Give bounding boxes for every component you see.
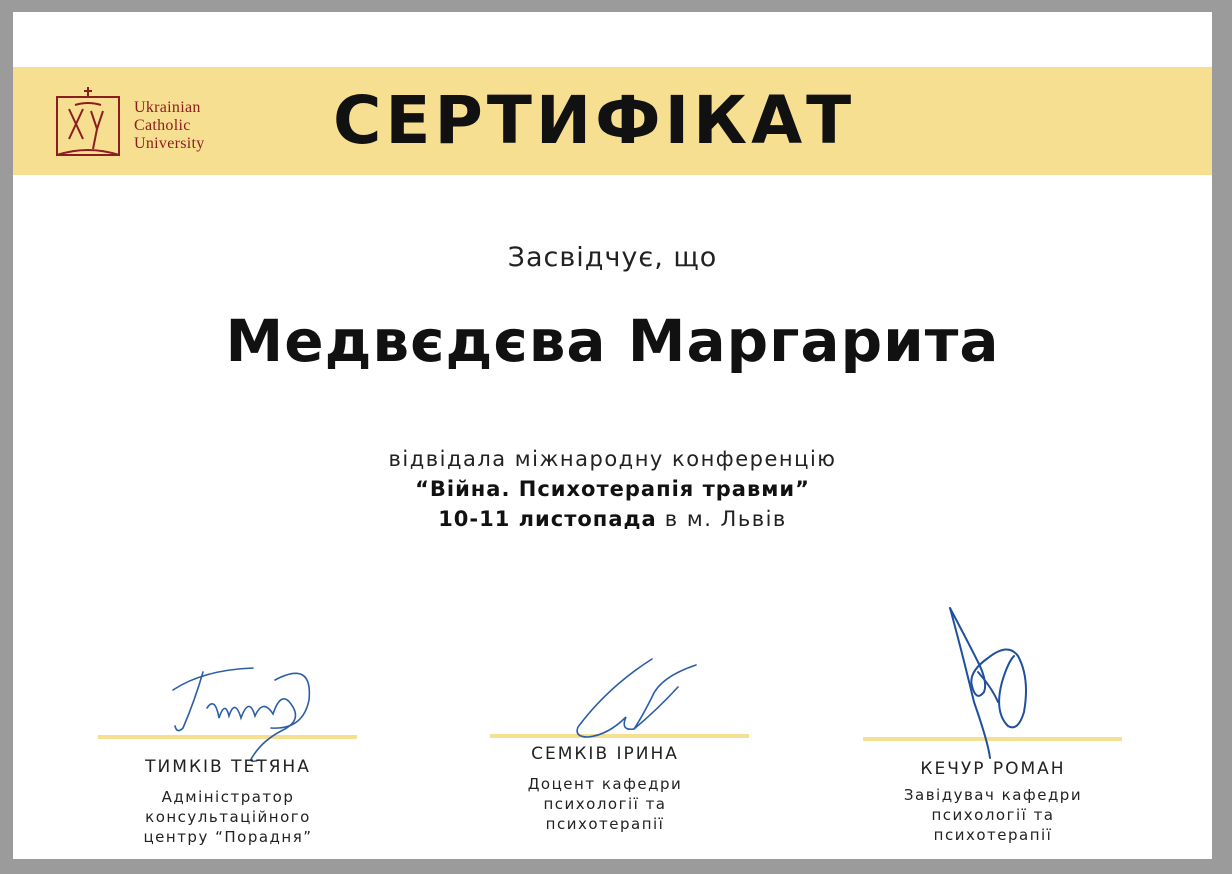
details-line-3	[13, 504, 1212, 534]
event-location: в м. Львів	[656, 507, 787, 531]
signatory-role	[475, 774, 735, 834]
header-band	[13, 67, 1212, 175]
logo-text	[134, 99, 205, 153]
logo-line: Catholic	[134, 117, 191, 134]
conference-title: “Війна. Психотерапія травми”	[415, 477, 810, 501]
recipient-name: Медвєдєва Маргарита	[225, 307, 1000, 375]
event-details	[13, 444, 1212, 534]
ucu-logo	[53, 83, 233, 163]
certificate-title: СЕРТИФІКАТ	[333, 82, 856, 159]
role-line: психотерапії	[545, 815, 665, 833]
signatory-1	[98, 757, 358, 847]
role-line: Завідувач кафедри	[903, 786, 1083, 804]
event-dates: 10-11 листопада	[438, 507, 657, 531]
role-line: психології та	[543, 795, 667, 813]
certificate-page	[13, 12, 1212, 859]
role-line: психотерапії	[933, 826, 1053, 844]
signatory-name: СЕМКІВ ІРИНА	[531, 744, 679, 764]
certifies-text: Засвідчує, що	[507, 242, 718, 273]
signatory-name: ТИМКІВ ТЕТЯНА	[145, 757, 311, 777]
ucu-emblem-icon	[53, 83, 129, 163]
signatory-2	[475, 744, 735, 834]
signatory-name: КЕЧУР РОМАН	[920, 759, 1066, 779]
logo-line: Ukrainian	[134, 99, 201, 116]
role-line: Адміністратор	[161, 788, 295, 806]
role-line: центру “Порадня”	[143, 828, 313, 846]
handwritten-signature-2	[568, 657, 708, 747]
handwritten-signature-3	[938, 602, 1048, 762]
details-line-1: відвідала міжнародну конференцію	[388, 447, 837, 471]
signatory-role	[98, 787, 358, 847]
role-line: Доцент кафедри	[527, 775, 683, 793]
role-line: психології та	[931, 806, 1055, 824]
signatory-role	[863, 785, 1123, 845]
details-line-2	[13, 474, 1212, 504]
handwritten-signature-1	[163, 660, 323, 770]
role-line: консультаційного	[145, 808, 311, 826]
signatory-3	[863, 759, 1123, 845]
logo-line: University	[134, 135, 205, 152]
